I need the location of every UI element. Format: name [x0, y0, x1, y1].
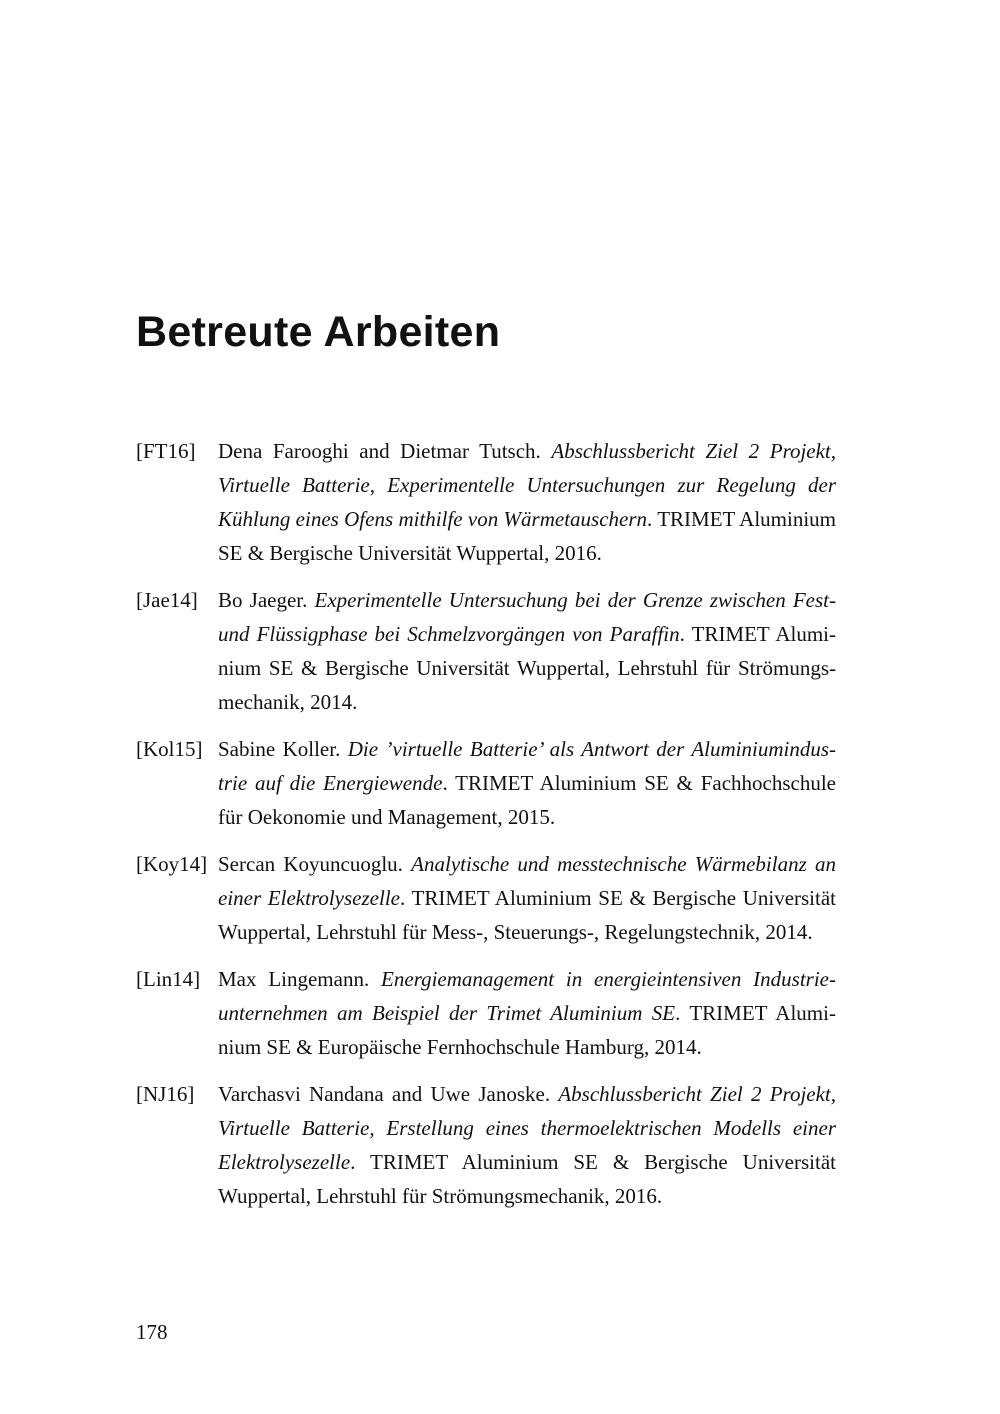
bib-authors: Sabine Koller.	[218, 737, 341, 761]
bib-entry	[136, 1077, 836, 1213]
bib-text	[218, 583, 836, 719]
bib-text	[218, 1077, 836, 1213]
bib-entry	[136, 434, 836, 570]
bib-key: [Kol15]	[136, 737, 203, 761]
bib-authors: Dena Farooghi and Dietmar Tutsch.	[218, 439, 541, 463]
bib-key: [Lin14]	[136, 967, 201, 991]
bib-publisher: . TRIMET Aluminium SE & Bergische Universität Wuppertal, Lehrstuhl für Strömungsmechanik, 2016.	[218, 1150, 836, 1208]
bib-authors: Sercan Koyuncuoglu.	[218, 852, 403, 876]
bib-title: Energiemanagement in energieintensiven Industrieunternehmen am Beispiel der Trimet Aluminium SE	[218, 967, 837, 1025]
bib-title: Analytische und messtechnische Wärmebilanz an einer Elektrolysezelle	[218, 852, 836, 910]
bib-authors: Bo Jaeger.	[218, 588, 308, 612]
chapter-title: Betreute Arbeiten	[136, 308, 501, 356]
page-number: 178	[136, 1320, 168, 1344]
bib-text	[218, 732, 836, 834]
bib-entry	[136, 962, 836, 1064]
bib-text	[218, 962, 836, 1064]
bib-publisher: . TRIMET Aluminium SE & Europäische Fernhochschule Hamburg, 2014.	[218, 1001, 836, 1059]
bib-title: Abschlussbericht Ziel 2 Projekt, Virtuelle Batterie, Experimentelle Untersuchungen zur Regelung der Kühlung eines Ofens mithilfe von Wärmetauschern	[218, 439, 837, 531]
bib-authors: Max Lingemann.	[218, 967, 370, 991]
bib-key: [Koy14]	[136, 852, 208, 876]
bib-entry	[136, 847, 836, 949]
bib-publisher: . TRIMET Aluminium SE & Bergische Universität Wuppertal, Lehrstuhl für Strömungsmechanik, 2014.	[218, 622, 836, 714]
bib-text	[218, 434, 836, 570]
bib-publisher: . TRIMET Aluminium SE & Bergische Universität Wuppertal, Lehrstuhl für Mess-, Steuerungs-, Regelungstechnik, 2014.	[218, 886, 837, 944]
bib-key: [FT16]	[136, 439, 196, 463]
bib-authors: Varchasvi Nandana and Uwe Janoske.	[218, 1082, 551, 1106]
bib-key: [NJ16]	[136, 1082, 195, 1106]
bibliography-list	[136, 434, 836, 1226]
bib-text	[218, 847, 836, 949]
bib-title: Experimentelle Untersuchung bei der Grenze zwischen Fest- und Flüssigphase bei Schmelzvorgängen von Paraffin	[218, 588, 837, 646]
bib-title: Abschlussbericht Ziel 2 Projekt, Virtuelle Batterie, Erstellung eines thermoelektrischen Modells einer Elektrolysezelle	[218, 1082, 837, 1174]
bib-entry	[136, 732, 836, 834]
bib-publisher: . TRIMET Aluminium SE & Fachhochschule für Oekonomie und Management, 2015.	[218, 771, 836, 829]
bib-entry	[136, 583, 836, 719]
bib-title: Die ’virtuelle Batterie’ als Antwort der Aluminiumindustrie auf die Energiewende	[218, 737, 837, 795]
bib-publisher: . TRIMET Aluminium SE & Bergische Universität Wuppertal, 2016.	[218, 507, 836, 565]
bib-key: [Jae14]	[136, 588, 198, 612]
